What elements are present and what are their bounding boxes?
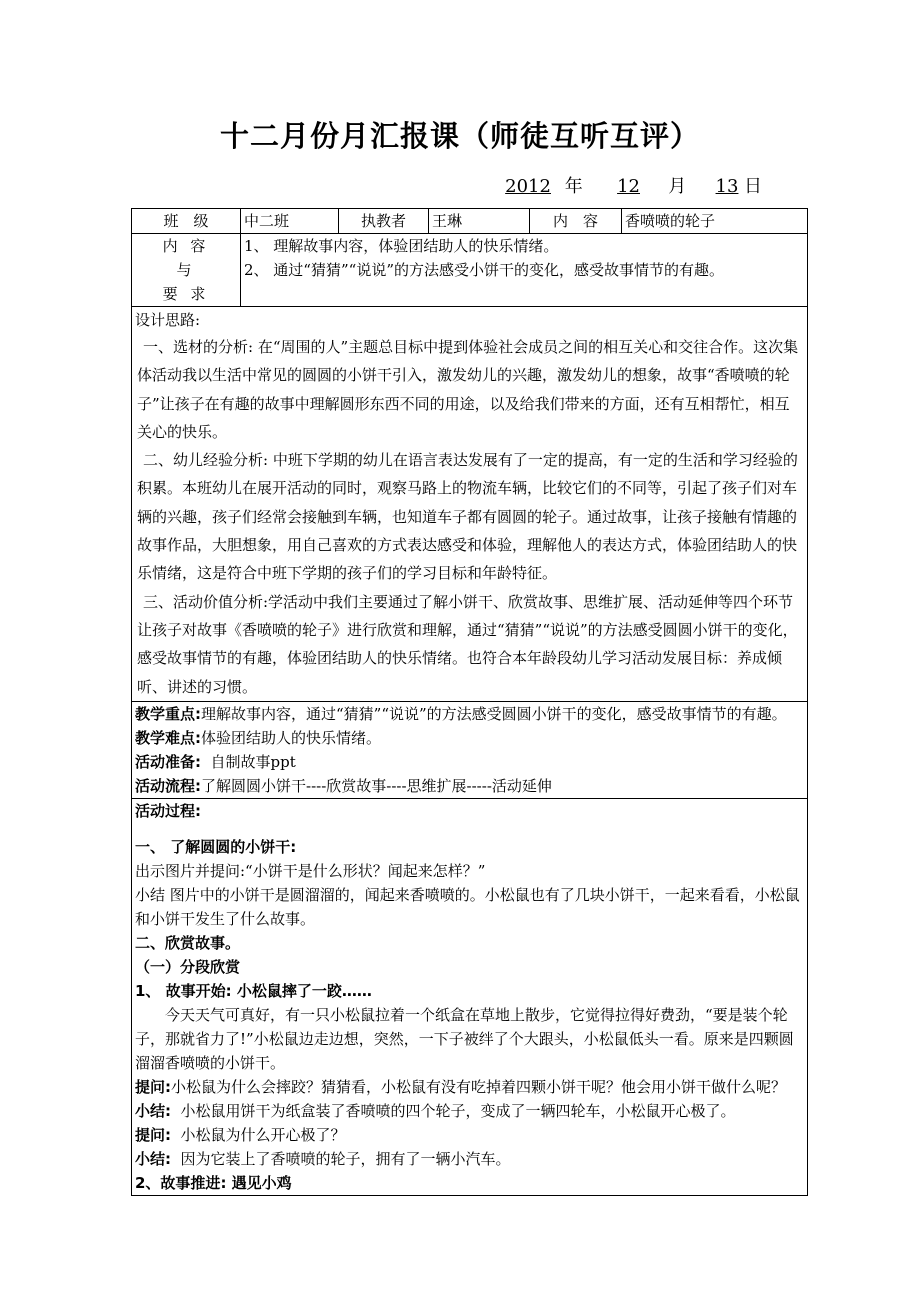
section-2-2-title: 2、故事推进: 遇见小鸡 — [135, 1173, 292, 1192]
process-section — [132, 798, 808, 1195]
question-label: 提问: — [135, 1125, 171, 1144]
activity-flow — [135, 774, 804, 798]
page-title: 十二月份月汇报课（师徒互听互评） — [219, 119, 700, 153]
req-label-3: 要 求 — [162, 285, 210, 303]
design-paragraph-1: 一、选材的分析: 在“周围的人”主题总目标中提到体验社会成员之间的相互关心和交往合作。这次集体活动我以生活中常见的圆圆的小饼干引入，激发幼儿的兴趣，激发幼儿的想象，故事“香喷喷的轮子”让孩子在有趣的故事中理解圆形东西不同的用途，以及给我们带来的方面，还有互相帮忙，相互关心的快乐。 — [137, 338, 799, 441]
section-2-1-title: 1、 故事开始: 小松鼠摔了一跤…… — [135, 981, 372, 1000]
teacher-label: 执教者 — [339, 209, 429, 234]
date-day-unit: 日 — [744, 176, 762, 197]
req-label-2: 与 — [176, 261, 196, 279]
keys-row — [132, 701, 808, 798]
section-1-question: 出示图片并提问:“小饼干是什么形状？闻起来怎样？” — [135, 861, 486, 880]
requirement-item: 1、 理解故事内容，体验团结助人的快乐情绪。 — [244, 237, 559, 255]
section-1-summary: 小结 图片中的小饼干是圆溜溜的，闻起来香喷喷的。小松鼠也有了几块小饼干，一起来看看，小松鼠和小饼干发生了什么故事。 — [135, 885, 800, 928]
summary-label: 小结: — [135, 1149, 171, 1168]
summary-label: 小结: — [135, 1101, 171, 1120]
question-2 — [135, 1123, 804, 1147]
section-2-title: 二、欣赏故事。 — [135, 933, 241, 952]
requirement-item: 2、 通过“猜猜”“说说”的方法感受小饼干的变化，感受故事情节的有趣。 — [244, 261, 724, 279]
class-label: 班 级 — [132, 209, 241, 234]
req-label-1: 内 容 — [162, 237, 210, 255]
flow-label: 活动流程: — [135, 776, 201, 795]
design-paragraph-3: 三、活动价值分析:学活动中我们主要通过了解小饼干、欣赏故事、思维扩展、活动延伸等四个环节让孩子对故事《香喷喷的轮子》进行欣赏和理解，通过“猜猜”“说说”的方法感受圆圆小饼干的变化，感受故事情节的有趣，体验团结助人的快乐情绪。也符合本年龄段幼儿学习活动发展目标：养成倾听、讲述的习惯。 — [137, 592, 798, 696]
question-1 — [135, 1075, 804, 1099]
class-value: 中二班 — [241, 209, 339, 234]
date-line — [497, 172, 762, 198]
design-section — [132, 307, 808, 702]
teacher-value: 王琳 — [429, 209, 530, 234]
question-text: 小松鼠为什么会摔跤？猜猜看，小松鼠有没有吃掉着四颗小饼干呢？他会用小饼干做什么呢？ — [171, 1077, 787, 1096]
prep-text: 自制故事ppt — [210, 752, 296, 771]
flow-text: 了解圆圆小饼干----欣赏故事----思维扩展-----活动延伸 — [201, 776, 552, 795]
requirements-row — [132, 234, 808, 307]
focus-text: 理解故事内容，通过“猜猜”“说说”的方法感受圆圆小饼干的变化，感受故事情节的有趣。 — [201, 704, 787, 723]
section-1-title: 一、 了解圆圆的小饼干: — [135, 837, 297, 856]
requirements-content — [241, 234, 808, 307]
difficulty-text: 体验团结助人的快乐情绪。 — [201, 728, 382, 747]
design-heading: 设计思路: — [135, 311, 201, 329]
focus-label: 教学重点: — [135, 704, 201, 723]
process-row — [132, 798, 808, 1195]
content-value: 香喷喷的轮子 — [622, 209, 808, 234]
lesson-table — [131, 208, 808, 1196]
activity-prep — [135, 750, 804, 774]
question-label: 提问: — [135, 1077, 171, 1096]
teaching-focus — [135, 702, 804, 726]
summary-text: 小松鼠用饼干为纸盒装了香喷喷的四个轮子，变成了一辆四轮车，小松鼠开心极了。 — [180, 1101, 736, 1120]
prep-label: 活动准备: — [135, 752, 201, 771]
design-row — [132, 307, 808, 702]
process-heading: 活动过程: — [135, 801, 201, 820]
section-2-subtitle: （一）分段欣赏 — [135, 957, 241, 976]
date-month-unit: 月 — [668, 176, 687, 197]
teaching-difficulty — [135, 726, 804, 750]
difficulty-label: 教学难点: — [135, 728, 201, 747]
date-day: 13 — [715, 176, 739, 197]
keys-section — [132, 701, 808, 798]
summary-1 — [135, 1099, 804, 1123]
story-paragraph: 今天天气可真好，有一只小松鼠拉着一个纸盒在草地上散步，它觉得拉得好费劲，“要是装个轮子，那就省力了!”小松鼠边走边想，突然，一下子被绊了个大跟头，小松鼠低头一看。原来是四颗圆溜溜香喷喷的小饼干。 — [135, 1005, 794, 1072]
summary-2 — [135, 1147, 804, 1171]
date-year-unit: 年 — [564, 176, 583, 197]
question-text: 小松鼠为什么开心极了？ — [180, 1125, 346, 1144]
content-label: 内 容 — [530, 209, 622, 234]
date-year: 2012 — [505, 176, 551, 197]
requirements-label — [132, 234, 241, 307]
date-month: 12 — [617, 176, 640, 197]
summary-text: 因为它装上了香喷喷的轮子，拥有了一辆小汽车。 — [180, 1149, 511, 1168]
header-row — [132, 209, 808, 234]
design-paragraph-2: 二、幼儿经验分析: 中班下学期的幼儿在语言表达发展有了一定的提高，有一定的生活和学习经验的积累。本班幼儿在展开活动的同时，观察马路上的物流车辆，比较它们的不同等，引起了孩子们对车辆的兴趣，孩子们经常会接触到车辆，也知道车子都有圆圆的轮子。通过故事，让孩子接触有情趣的故事作品，大胆想象，用自己喜欢的方式表达感受和体验，理解他人的表达方式，体验团结助人的快乐情绪，这是符合中班下学期的孩子们的学习目标和年龄特征。 — [137, 451, 798, 583]
